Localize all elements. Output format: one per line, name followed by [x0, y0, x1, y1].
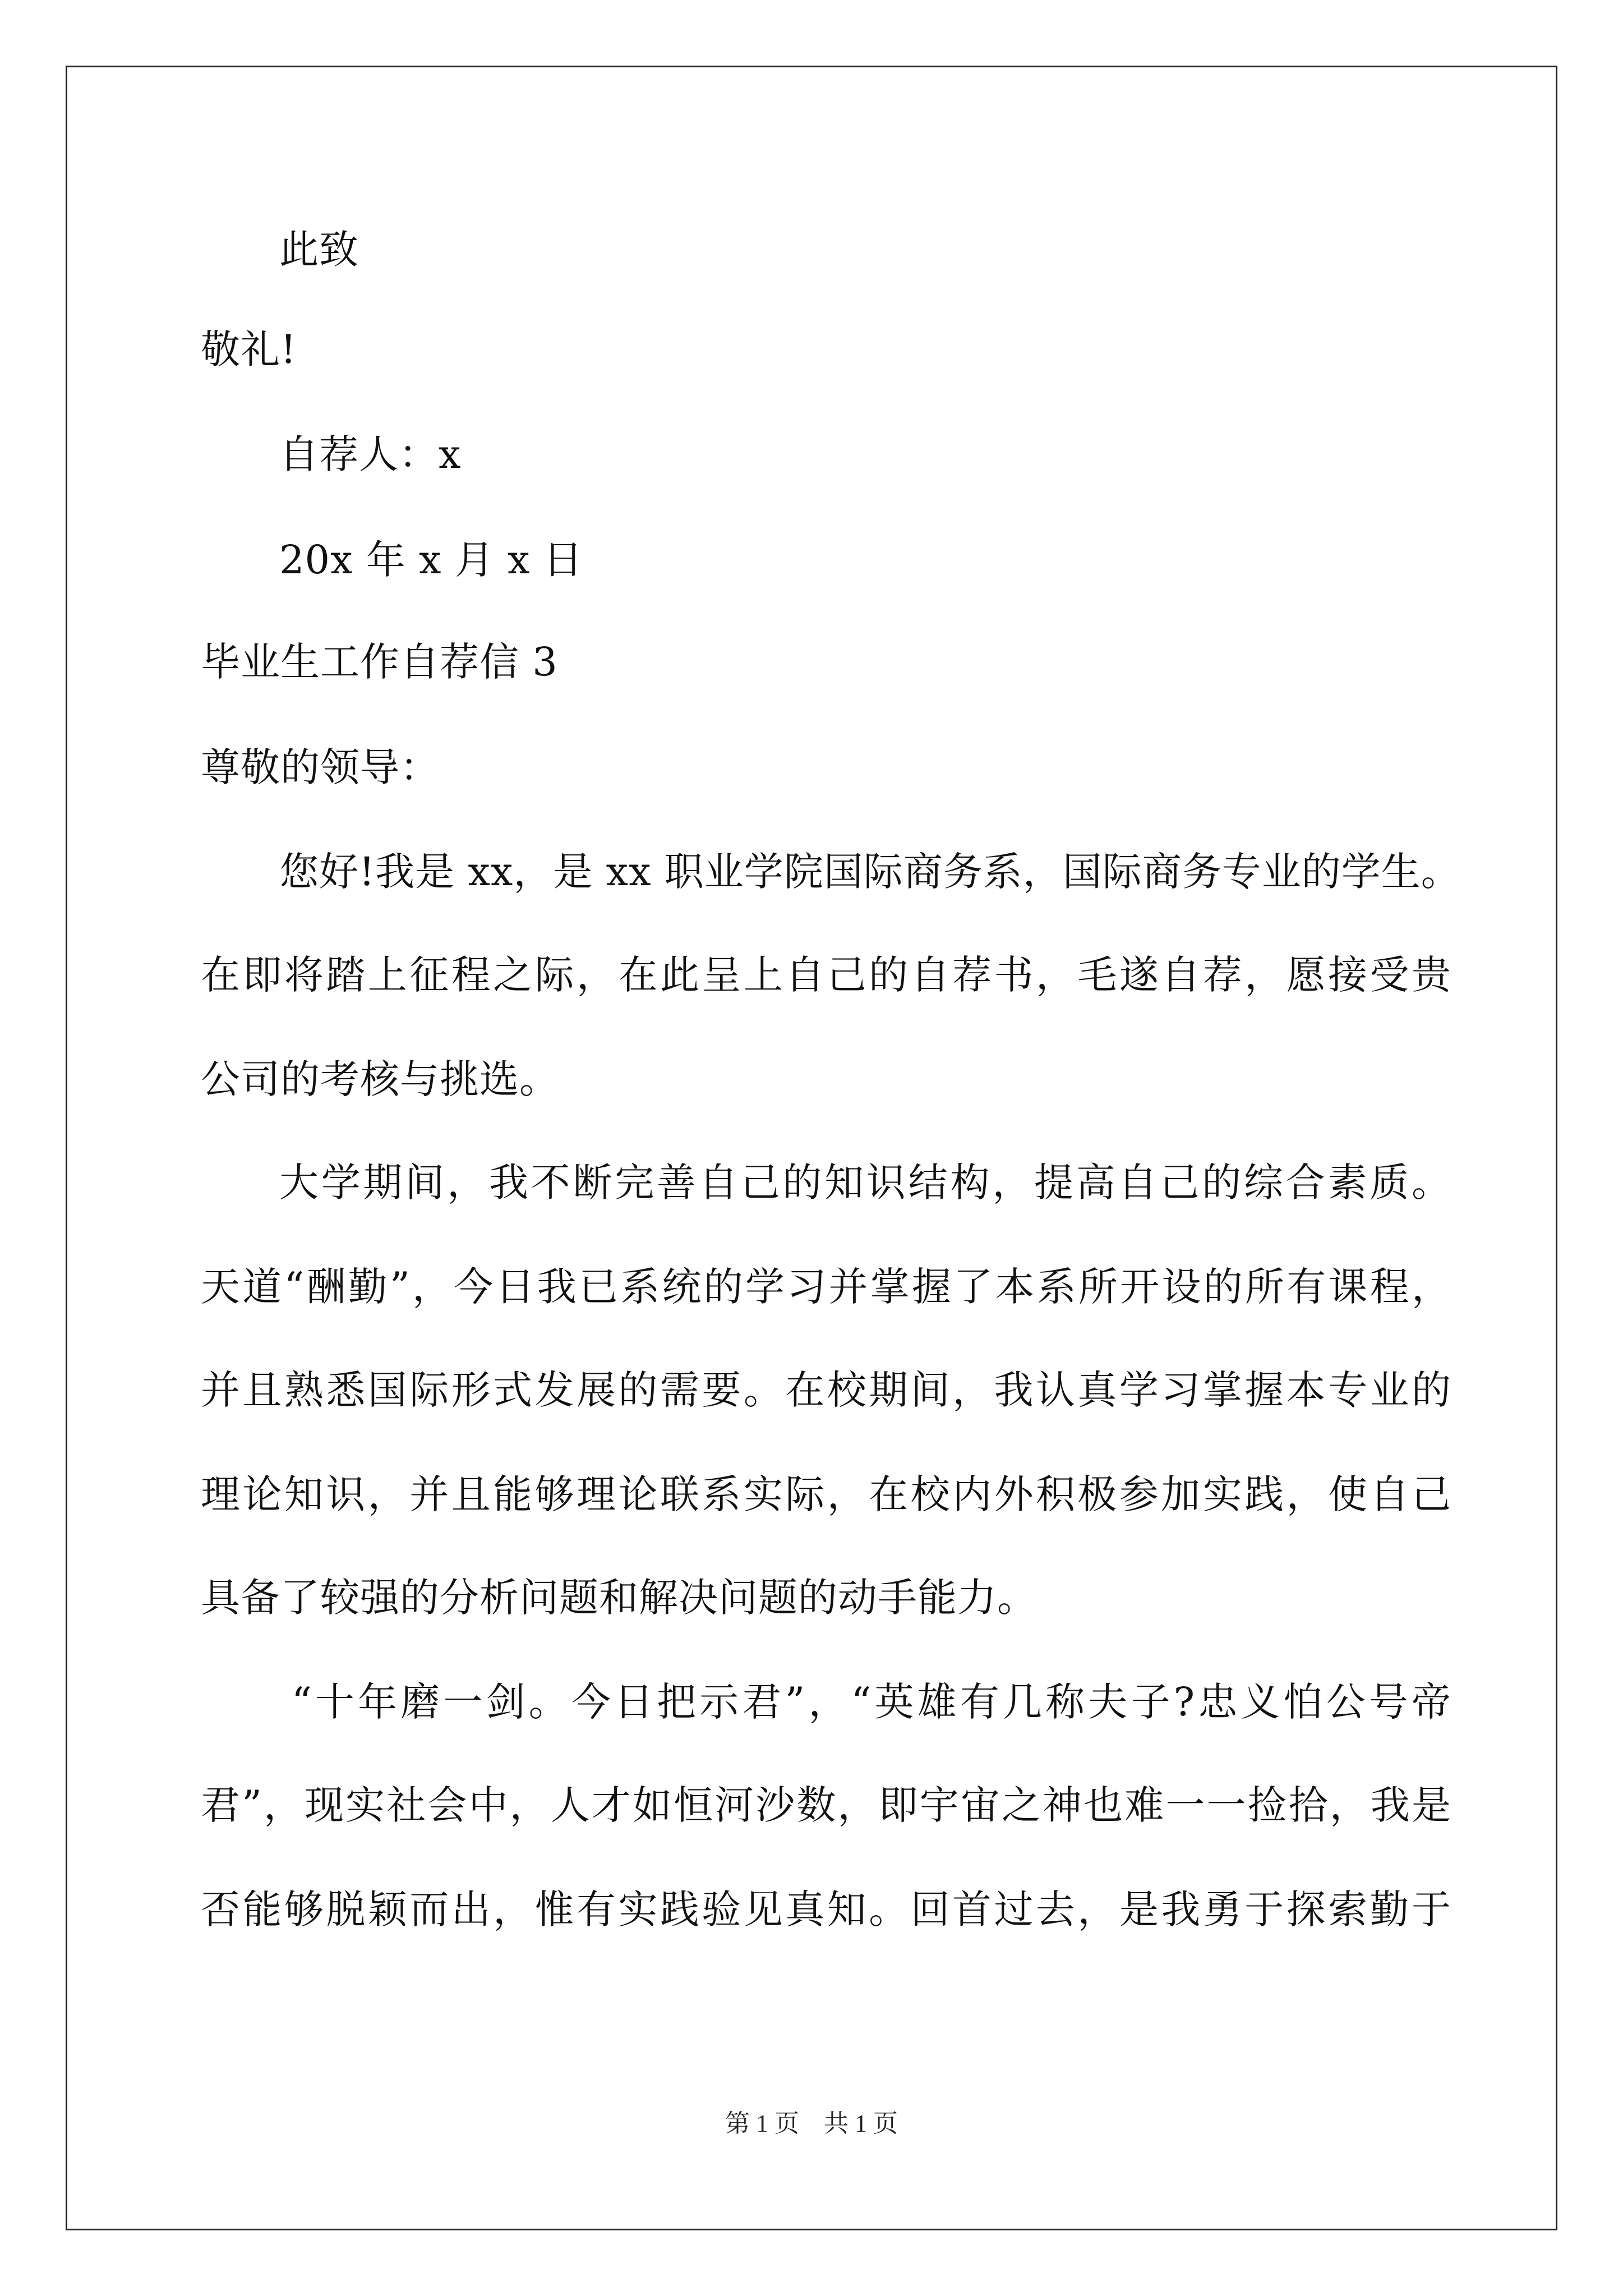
signature-line: 自荐人：x [279, 431, 462, 477]
closing-salutation: 此致 [279, 227, 359, 273]
paragraph-line: 大学期间，我不断完善自己的知识结构，提高自己的综合素质。 [279, 1159, 1451, 1205]
date-line: 20x 年 x 月 x 日 [279, 537, 583, 583]
section-title: 毕业生工作自荐信 3 [201, 639, 558, 685]
paragraph-line justify: 您好!我是 xx，是 xx 职业学院国际商务系，国际商务专业的学生。 [279, 849, 1461, 895]
closing-respect: 敬礼! [201, 326, 297, 372]
paragraph-line: 并且熟悉国际形式发展的需要。在校期间，我认真学习掌握本专业的 [201, 1367, 1451, 1413]
page-footer: 第 1 页 共 1 页 [725, 2110, 898, 2137]
paragraph-line: “十年磨一剑。今日把示君”，“英雄有几称夫子?忠义怕公号帝 [292, 1679, 1451, 1725]
paragraph-line: 理论知识，并且能够理论联系实际，在校内外积极参加实践，使自己 [201, 1471, 1451, 1517]
paragraph-line: 君”，现实社会中，人才如恒河沙数，即宇宙之神也难一一捡拾，我是 [201, 1782, 1451, 1828]
paragraph-line: 公司的考核与挑选。 [201, 1056, 559, 1102]
paragraph-line: 具备了较强的分析问题和解决问题的动手能力。 [201, 1575, 1037, 1621]
paragraph-line: 否能够脱颖而出，惟有实践验见真知。回首过去，是我勇于探索勤于 [201, 1887, 1451, 1932]
greeting: 尊敬的领导： [201, 744, 440, 790]
paragraph-line: 在即将踏上征程之际，在此呈上自己的自荐书，毛遂自荐，愿接受贵 [201, 952, 1451, 998]
paragraph-line: 天道“酬勤”，今日我已系统的学习并掌握了本系所开设的所有课程， [201, 1264, 1451, 1310]
